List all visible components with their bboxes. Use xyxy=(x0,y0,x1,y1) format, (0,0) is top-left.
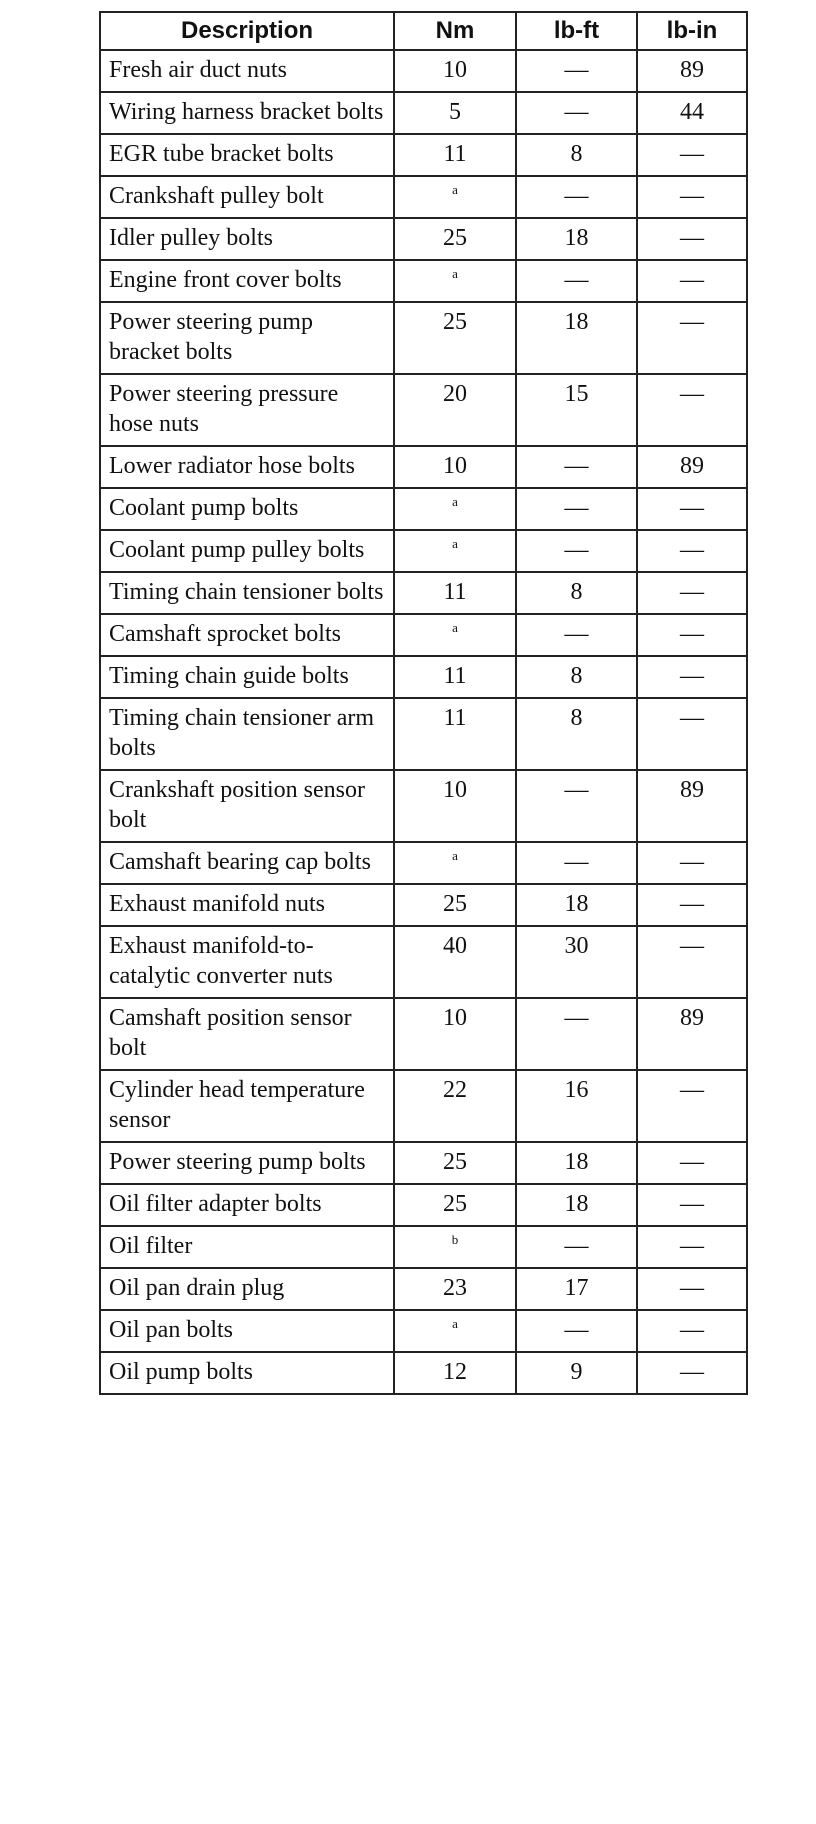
cell-lb-in-text: 89 xyxy=(680,1005,704,1031)
cell-lb-in xyxy=(637,134,747,176)
cell-lb-ft xyxy=(516,446,637,488)
cell-lb-in xyxy=(637,446,747,488)
cell-lb-in xyxy=(637,50,747,92)
cell-lb-in-text: — xyxy=(680,1275,704,1301)
cell-lb-ft xyxy=(516,770,637,842)
cell-description-text: Fresh air duct nuts xyxy=(109,57,287,83)
footnote-marker: a xyxy=(452,848,458,863)
cell-lb-in xyxy=(637,1268,747,1310)
cell-lb-ft xyxy=(516,1184,637,1226)
cell-lb-ft xyxy=(516,656,637,698)
cell-description xyxy=(100,926,394,998)
cell-description-text: Exhaust manifold-to-catalytic converter nuts xyxy=(109,933,333,989)
cell-nm-text: 12 xyxy=(443,1359,467,1385)
table-row xyxy=(100,1352,747,1394)
cell-lb-in-text: — xyxy=(680,537,704,563)
cell-description-text: Oil pump bolts xyxy=(109,1359,254,1385)
cell-lb-in-text: — xyxy=(680,183,704,209)
cell-description xyxy=(100,50,394,92)
cell-description xyxy=(100,374,394,446)
cell-lb-ft xyxy=(516,530,637,572)
cell-nm xyxy=(394,884,516,926)
table-row xyxy=(100,374,747,446)
cell-lb-in-text: — xyxy=(680,267,704,293)
cell-description xyxy=(100,770,394,842)
cell-description-text: Power steering pressure hose nuts xyxy=(109,381,339,437)
cell-lb-in xyxy=(637,488,747,530)
cell-lb-ft xyxy=(516,572,637,614)
cell-lb-in xyxy=(637,1184,747,1226)
cell-lb-in xyxy=(637,842,747,884)
cell-lb-ft-text: 18 xyxy=(564,891,589,917)
cell-nm xyxy=(394,1310,516,1352)
cell-nm-text: 25 xyxy=(443,225,467,251)
torque-spec-table xyxy=(99,11,748,1395)
cell-description xyxy=(100,884,394,926)
cell-lb-ft-text: — xyxy=(564,495,589,521)
cell-description xyxy=(100,302,394,374)
cell-lb-ft xyxy=(516,698,637,770)
table-row xyxy=(100,1226,747,1268)
cell-nm xyxy=(394,1142,516,1184)
cell-nm-text: 20 xyxy=(443,381,467,407)
cell-lb-in-text: — xyxy=(680,1077,704,1103)
cell-lb-in-text: — xyxy=(680,1317,704,1343)
cell-nm xyxy=(394,176,516,218)
cell-description-text: Oil pan drain plug xyxy=(109,1275,285,1301)
cell-lb-in xyxy=(637,260,747,302)
footnote-marker: a xyxy=(452,182,458,197)
cell-lb-in-text: — xyxy=(680,621,704,647)
cell-description xyxy=(100,1142,394,1184)
cell-nm xyxy=(394,1268,516,1310)
cell-nm xyxy=(394,614,516,656)
cell-description xyxy=(100,842,394,884)
cell-nm-text: 10 xyxy=(443,57,467,83)
cell-description-text: Timing chain tensioner arm bolts xyxy=(109,705,375,761)
cell-description-text: Power steering pump bolts xyxy=(109,1149,366,1175)
cell-description-text: Oil filter adapter bolts xyxy=(109,1191,322,1217)
cell-lb-ft xyxy=(516,218,637,260)
cell-nm xyxy=(394,50,516,92)
table-row xyxy=(100,302,747,374)
cell-description xyxy=(100,998,394,1070)
table-row xyxy=(100,698,747,770)
cell-lb-ft xyxy=(516,614,637,656)
cell-nm-text: 25 xyxy=(443,1149,467,1175)
cell-lb-in-text: 89 xyxy=(680,777,704,803)
cell-nm xyxy=(394,926,516,998)
cell-nm-text: 11 xyxy=(443,663,467,689)
cell-lb-ft-text: — xyxy=(564,1005,589,1031)
cell-lb-ft xyxy=(516,926,637,998)
cell-description-text: Timing chain tensioner bolts xyxy=(109,579,384,605)
cell-lb-ft-text: 16 xyxy=(564,1077,589,1103)
cell-description-text: Lower radiator hose bolts xyxy=(109,453,355,479)
cell-nm xyxy=(394,1352,516,1394)
cell-lb-in xyxy=(637,530,747,572)
footnote-marker: a xyxy=(452,536,458,551)
cell-lb-ft-text: — xyxy=(564,183,589,209)
header-row xyxy=(100,12,747,50)
cell-description xyxy=(100,92,394,134)
table-row xyxy=(100,134,747,176)
table-row xyxy=(100,1268,747,1310)
cell-nm xyxy=(394,1226,516,1268)
cell-lb-in-text: 89 xyxy=(680,453,704,479)
cell-nm-text: 40 xyxy=(443,933,467,959)
table-row xyxy=(100,1070,747,1142)
cell-nm xyxy=(394,1184,516,1226)
table-row xyxy=(100,260,747,302)
header-description: Description xyxy=(100,12,394,50)
cell-lb-ft-text: — xyxy=(564,621,589,647)
cell-lb-ft xyxy=(516,176,637,218)
cell-lb-ft xyxy=(516,374,637,446)
cell-nm-text: 5 xyxy=(449,99,461,125)
cell-lb-ft-text: 18 xyxy=(564,309,589,335)
cell-lb-ft-text: 15 xyxy=(564,381,589,407)
cell-lb-ft-text: 8 xyxy=(570,141,583,167)
cell-lb-ft-text: 30 xyxy=(564,933,589,959)
cell-lb-in xyxy=(637,1310,747,1352)
cell-description-text: Camshaft position sensor bolt xyxy=(109,1005,352,1061)
cell-lb-in-text: — xyxy=(680,579,704,605)
cell-nm xyxy=(394,92,516,134)
cell-lb-in xyxy=(637,302,747,374)
cell-nm xyxy=(394,1070,516,1142)
cell-lb-in-text: — xyxy=(680,849,704,875)
cell-lb-in xyxy=(637,998,747,1070)
cell-nm xyxy=(394,488,516,530)
cell-lb-ft-text: — xyxy=(564,453,589,479)
cell-lb-in-text: — xyxy=(680,495,704,521)
cell-description xyxy=(100,530,394,572)
cell-lb-ft xyxy=(516,1226,637,1268)
cell-nm-text: 23 xyxy=(443,1275,467,1301)
cell-lb-ft xyxy=(516,134,637,176)
cell-lb-ft-text: 8 xyxy=(570,579,583,605)
cell-description-text: Exhaust manifold nuts xyxy=(109,891,325,917)
cell-description-text: Wiring harness bracket bolts xyxy=(109,99,384,125)
cell-description-text: Cylinder head temperature sensor xyxy=(109,1077,365,1133)
cell-description-text: Engine front cover bolts xyxy=(109,267,342,293)
cell-nm xyxy=(394,218,516,260)
cell-lb-ft xyxy=(516,488,637,530)
cell-description xyxy=(100,656,394,698)
cell-lb-in-text: — xyxy=(680,891,704,917)
cell-lb-in-text: — xyxy=(680,381,704,407)
cell-lb-ft-text: 18 xyxy=(564,1191,589,1217)
footnote-marker: a xyxy=(452,1316,458,1331)
cell-lb-ft xyxy=(516,302,637,374)
table-body xyxy=(100,50,747,1394)
cell-lb-ft-text: 18 xyxy=(564,225,589,251)
cell-nm-text: 10 xyxy=(443,453,467,479)
table-row xyxy=(100,998,747,1070)
cell-lb-in-text: — xyxy=(680,309,704,335)
cell-description xyxy=(100,572,394,614)
cell-lb-in-text: — xyxy=(680,663,704,689)
cell-description-text: Camshaft sprocket bolts xyxy=(109,621,341,647)
cell-description-text: Crankshaft pulley bolt xyxy=(109,183,324,209)
cell-lb-ft-text: — xyxy=(564,777,589,803)
cell-lb-in-text: — xyxy=(680,1359,704,1385)
cell-nm xyxy=(394,446,516,488)
cell-description-text: Camshaft bearing cap bolts xyxy=(109,849,371,875)
cell-nm xyxy=(394,698,516,770)
cell-description xyxy=(100,1070,394,1142)
cell-nm xyxy=(394,302,516,374)
cell-nm-text: 11 xyxy=(443,579,467,605)
cell-description xyxy=(100,176,394,218)
cell-nm-text: 11 xyxy=(443,705,467,731)
table-row xyxy=(100,1184,747,1226)
cell-nm-text: 10 xyxy=(443,1005,467,1031)
cell-lb-in xyxy=(637,770,747,842)
cell-lb-ft xyxy=(516,842,637,884)
cell-description-text: EGR tube bracket bolts xyxy=(109,141,334,167)
table-row xyxy=(100,770,747,842)
table-row xyxy=(100,50,747,92)
cell-lb-in-text: — xyxy=(680,1149,704,1175)
header-nm: Nm xyxy=(394,12,516,50)
header-lb-ft: lb-ft xyxy=(516,12,637,50)
table-row xyxy=(100,1142,747,1184)
cell-description xyxy=(100,134,394,176)
cell-lb-ft xyxy=(516,1142,637,1184)
cell-description-text: Crankshaft position sensor bolt xyxy=(109,777,365,833)
cell-description xyxy=(100,614,394,656)
cell-description xyxy=(100,218,394,260)
cell-lb-in xyxy=(637,1142,747,1184)
cell-lb-ft-text: 9 xyxy=(570,1359,583,1385)
table-row xyxy=(100,1310,747,1352)
cell-description-text: Coolant pump bolts xyxy=(109,495,299,521)
cell-lb-ft xyxy=(516,998,637,1070)
table-row xyxy=(100,572,747,614)
cell-lb-in xyxy=(637,656,747,698)
cell-description-text: Idler pulley bolts xyxy=(109,225,273,251)
footnote-marker: a xyxy=(452,494,458,509)
cell-lb-in xyxy=(637,218,747,260)
cell-lb-ft-text: 8 xyxy=(570,663,583,689)
cell-lb-in-text: 44 xyxy=(680,99,704,125)
cell-lb-in xyxy=(637,884,747,926)
cell-lb-in-text: — xyxy=(680,225,704,251)
cell-lb-in-text: — xyxy=(680,141,704,167)
table-row xyxy=(100,884,747,926)
cell-lb-in-text: 89 xyxy=(680,57,704,83)
table-row xyxy=(100,842,747,884)
cell-nm xyxy=(394,656,516,698)
cell-nm-text: 11 xyxy=(443,141,467,167)
table-row xyxy=(100,656,747,698)
cell-lb-in-text: — xyxy=(680,933,704,959)
cell-nm xyxy=(394,530,516,572)
cell-lb-ft xyxy=(516,884,637,926)
cell-nm-text: 25 xyxy=(443,891,467,917)
table-row xyxy=(100,176,747,218)
cell-description xyxy=(100,1226,394,1268)
cell-description xyxy=(100,446,394,488)
cell-lb-ft-text: — xyxy=(564,1317,589,1343)
cell-lb-in xyxy=(637,926,747,998)
cell-lb-in xyxy=(637,572,747,614)
cell-lb-ft xyxy=(516,1070,637,1142)
cell-description-text: Timing chain guide bolts xyxy=(109,663,349,689)
cell-nm xyxy=(394,770,516,842)
cell-lb-ft-text: 8 xyxy=(570,705,583,731)
cell-lb-ft xyxy=(516,1310,637,1352)
cell-lb-ft xyxy=(516,50,637,92)
cell-description xyxy=(100,1184,394,1226)
cell-lb-in xyxy=(637,1352,747,1394)
cell-lb-ft-text: 18 xyxy=(564,1149,589,1175)
table-row xyxy=(100,488,747,530)
cell-lb-ft xyxy=(516,260,637,302)
cell-lb-in xyxy=(637,1226,747,1268)
cell-description xyxy=(100,1352,394,1394)
table-row xyxy=(100,446,747,488)
cell-description-text: Power steering pump bracket bolts xyxy=(109,309,313,365)
cell-nm-text: 25 xyxy=(443,1191,467,1217)
footnote-marker: a xyxy=(452,266,458,281)
cell-lb-in xyxy=(637,698,747,770)
table-row xyxy=(100,614,747,656)
cell-nm-text: 10 xyxy=(443,777,467,803)
cell-nm xyxy=(394,374,516,446)
cell-lb-in xyxy=(637,614,747,656)
table-row xyxy=(100,218,747,260)
cell-description-text: Oil pan bolts xyxy=(109,1317,233,1343)
cell-lb-in-text: — xyxy=(680,705,704,731)
cell-description xyxy=(100,260,394,302)
table-row xyxy=(100,926,747,998)
cell-nm xyxy=(394,260,516,302)
cell-nm-text: 25 xyxy=(443,309,467,335)
cell-lb-ft-text: — xyxy=(564,99,589,125)
table-row xyxy=(100,92,747,134)
header-lb-in: lb-in xyxy=(637,12,747,50)
cell-nm xyxy=(394,572,516,614)
cell-lb-in xyxy=(637,374,747,446)
cell-description-text: Coolant pump pulley bolts xyxy=(109,537,365,563)
cell-lb-in-text: — xyxy=(680,1191,704,1217)
table-row xyxy=(100,530,747,572)
cell-nm-text: 22 xyxy=(443,1077,467,1103)
cell-lb-in-text: — xyxy=(680,1233,704,1259)
cell-description-text: Oil filter xyxy=(109,1233,193,1259)
cell-description xyxy=(100,1310,394,1352)
cell-nm xyxy=(394,842,516,884)
cell-lb-ft-text: — xyxy=(564,1233,589,1259)
cell-lb-ft xyxy=(516,92,637,134)
cell-description xyxy=(100,1268,394,1310)
cell-description xyxy=(100,698,394,770)
cell-nm xyxy=(394,134,516,176)
cell-lb-in xyxy=(637,176,747,218)
cell-lb-ft-text: — xyxy=(564,537,589,563)
cell-nm xyxy=(394,998,516,1070)
cell-lb-ft-text: — xyxy=(564,849,589,875)
footnote-marker: a xyxy=(452,620,458,635)
cell-lb-ft-text: — xyxy=(564,57,589,83)
cell-lb-ft xyxy=(516,1352,637,1394)
cell-lb-ft-text: 17 xyxy=(564,1275,589,1301)
cell-lb-in xyxy=(637,1070,747,1142)
footnote-marker: b xyxy=(451,1232,459,1247)
cell-lb-ft-text: — xyxy=(564,267,589,293)
cell-lb-in xyxy=(637,92,747,134)
cell-lb-ft xyxy=(516,1268,637,1310)
cell-description xyxy=(100,488,394,530)
